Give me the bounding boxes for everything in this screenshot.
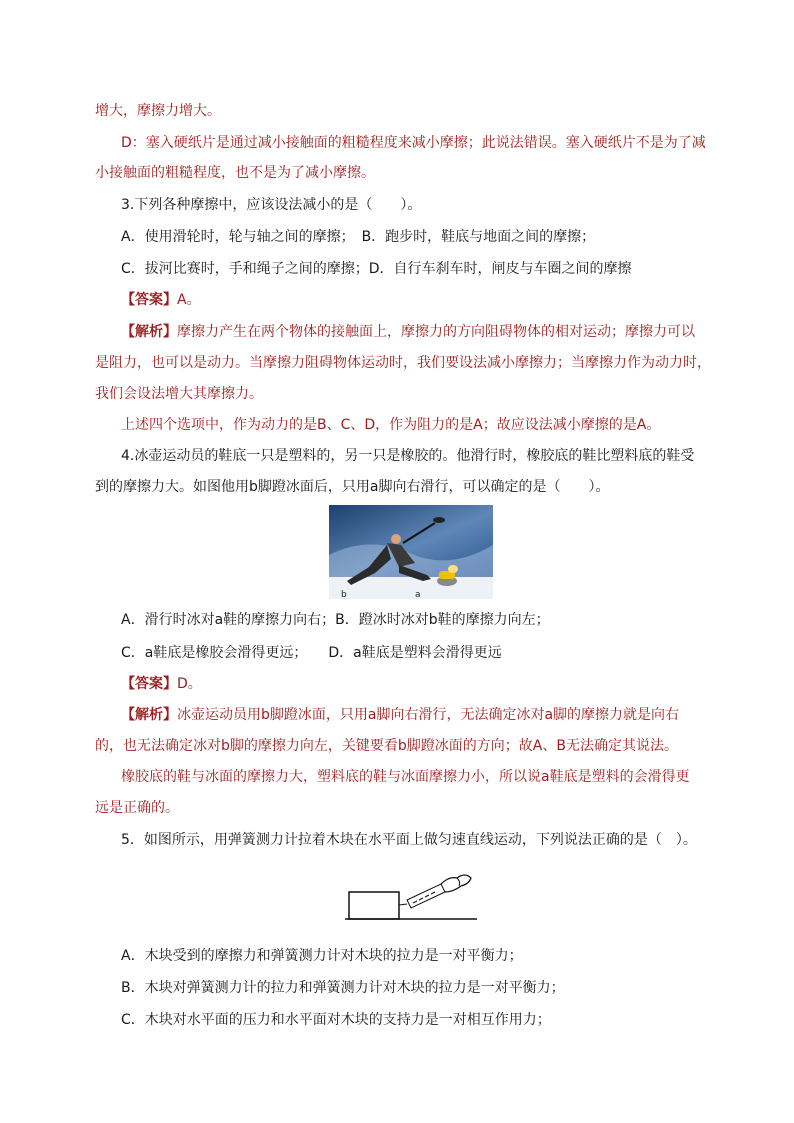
explanation-text: 冰壶运动员用b脚蹬冰面，只用a脚向右滑行，无法确定冰对a脚的摩擦力就是向右 [177,707,680,723]
question-5-option-c: C．木块对水平面的压力和水平面对木块的支持力是一对相互作用力； [121,1012,551,1028]
explanation-text: 摩擦力产生在两个物体的接触面上，摩擦力的方向阻碍物体的相对运动；摩擦力可以 [177,324,695,340]
hand-icon [441,875,471,892]
explanation-tag: 【解析】 [121,707,177,723]
answer-value: D。 [177,676,202,692]
answer-3 [121,290,201,310]
text-line: 是阻力，也可以是动力。当摩擦力阻碍物体运动时，我们要设法减小摩擦力；当摩擦力作为动力时， [95,355,711,371]
text-line: 到的摩擦力大。如图他用b脚蹬冰面后，只用a脚向右滑行，可以确定的是（ ）。 [95,479,610,495]
question-5-option-a: A．木块受到的摩擦力和弹簧测力计对木块的拉力是一对平衡力； [121,948,523,964]
text-line: 远是正确的。 [95,800,179,816]
text-line: 橡胶底的鞋与冰面的摩擦力大，塑料底的鞋与冰面摩擦力小，所以说a鞋底是塑料的会滑得更 [121,769,690,785]
answer-tag: 【答案】 [121,292,177,308]
question-4-options-ab: A．滑行时冰对a鞋的摩擦力向右；B．蹬冰时冰对b鞋的摩擦力向左； [121,612,550,628]
answer-value: A。 [177,292,201,308]
text-line: 的，也无法确定冰对b脚的摩擦力向左，关键要看b脚蹬冰面的方向；故A、B无法确定其说法。 [95,738,678,754]
text-line: D：塞入硬纸片是通过减小接触面的粗糙程度来减小摩擦；此说法错误。塞入硬纸片不是为了减 [121,135,706,151]
question-3-options-cd: C．拔河比赛时，手和绳子之间的摩擦；D．自行车刹车时，闸皮与车圈之间的摩擦 [121,261,632,277]
question-4-options-cd: C．a鞋底是橡胶会滑得更远； D．a鞋底是塑料会滑得更远 [121,645,502,661]
question-4: 4.冰壶运动员的鞋底一只是塑料的，另一只是橡胶的。他滑行时，橡胶底的鞋比塑料底的鞋受 [121,448,695,464]
explanation-3 [121,322,695,342]
text-line: 增大，摩擦力增大。 [95,103,221,119]
spring-scale-icon [407,884,445,908]
label-a: a [415,590,421,599]
text-line: 上述四个选项中，作为动力的是B、C、D，作为阻力的是A；故应设法减小摩擦的是A。 [121,417,661,433]
question-5-option-b: B．木块对弹簧测力计的拉力和弹簧测力计对木块的拉力是一对平衡力； [121,980,565,996]
wooden-block [349,892,399,919]
block-spring-scale-figure [345,868,477,922]
answer-4 [121,674,202,694]
text-line: 我们会设法增大其摩擦力。 [95,386,263,402]
answer-tag: 【答案】 [121,676,177,692]
explanation-tag: 【解析】 [121,324,177,340]
question-3: 3.下列各种摩擦中，应该设法减小的是（ ）。 [121,197,422,213]
curling-figure [329,505,493,599]
question-5: 5．如图所示，用弹簧测力计拉着木块在水平面上做匀速直线运动，下列说法正确的是（ ）。 [121,832,697,848]
question-3-options-ab: A．使用滑轮时，轮与轴之间的摩擦； B．跑步时，鞋底与地面之间的摩擦； [121,229,596,245]
label-b: b [341,590,347,599]
explanation-4 [121,705,679,725]
text-line: 小接触面的粗糙程度，也不是为了减小摩擦。 [95,165,375,181]
